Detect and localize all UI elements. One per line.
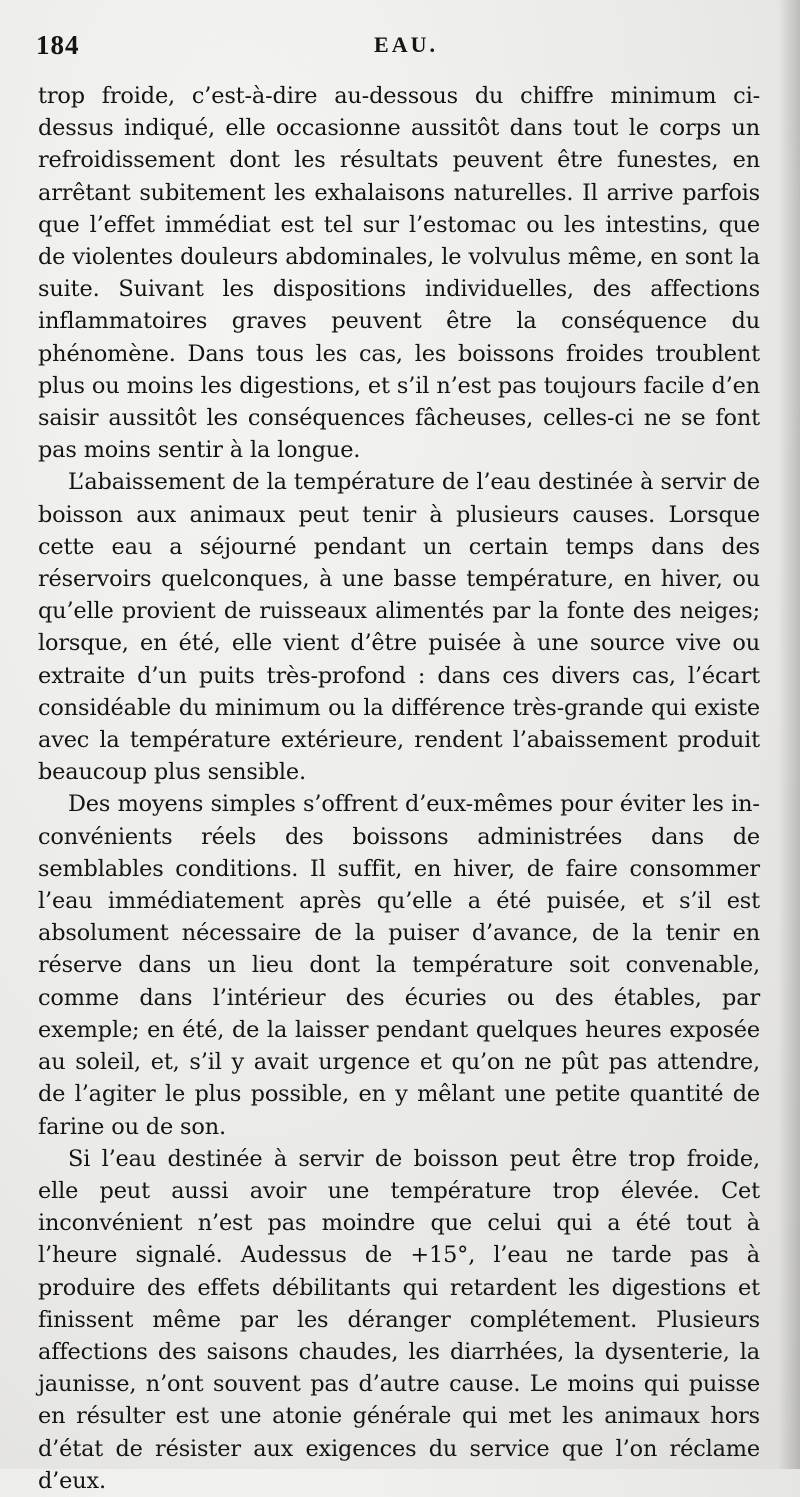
page-header <box>36 30 776 64</box>
page-edge-shadow <box>778 0 800 1469</box>
page-number: 184 <box>36 30 80 60</box>
paragraph-remedies: Des moyens simples s’offrent d’eux-mêmes pour éviter les inconvénients réels des boissons administrées dans de semblables conditions. Il suffit, en hiver, de faire consommer l’eau immédiatement après qu’elle a été puisée, et s’il est absolument nécessaire de la puiser d’avance, de la tenir en réserve dans un lieu dont la température soit convenable, comme dans l’intérieur des écuries ou des étables, par exemple; en été, de la laisser pendant quelques heures exposée au soleil, et, s’il y avait urgence et qu’on ne pût pas attendre, de l’agiter le plus possible, en y mêlant une petite quantité de farine ou de son. <box>38 791 760 1140</box>
body-text <box>38 80 760 1497</box>
paragraph-continuation: trop froide, c’est-à-dire au-dessous du chiffre minimum ci-dessus indiqué, elle occasionne aussitôt dans tout le corps un refroidissement dont les résultats peuvent être funestes, en arrêtant subitement les exhalaisons naturelles. Il arrive parfois que l’effet immédiat est tel sur l’estomac ou les intestins, que de violentes douleurs abdominales, le volvulus même, en sont la suite. Suivant les dispositions individuelles, des affections inflammatoires graves peuvent être la conséquence du phénomène. Dans tous les cas, les boissons froides troublent plus ou moins les digestions, et s’il n’est pas toujours facile d’en saisir aussitôt les conséquences fâcheuses, celles-ci ne se font pas moins sentir à la longue. <box>38 83 760 464</box>
paragraph-warm-water: Si l’eau destinée à servir de boisson peut être trop froide, elle peut aussi avoir une température trop élevée. Cet inconvénient n’est pas moindre que celui qui a été tout à l’heure signalé. Audessus de +15°, l’eau ne tarde pas à produire des effets débilitants qui retardent les digestions et finissent même par les déranger complétement. Plusieurs affections des saisons chaudes, les diarrhées, la dysenterie, la jaunisse, n’ont souvent pas d’autre cause. Le moins qui puisse en résulter est une atonie générale qui met les animaux hors d’état de résister aux exigences du service que l’on réclame d’eux. <box>38 1145 760 1494</box>
paragraph-temperature-causes: L’abaissement de la température de l’eau destinée à servir de boisson aux animaux peut tenir à plusieurs causes. Lorsque cette eau a séjourné pendant un certain temps dans des réservoirs quelconques, à une basse température, en hiver, ou qu’elle provient de ruisseaux alimentés par la fonte des neiges; lorsque, en été, elle vient d’être puisée à une source vive ou extraite d’un puits très-profond : dans ces divers cas, l’écart considéable du minimum ou la différence très-grande qui existe avec la température extérieure, rendent l’abaissement produit beaucoup plus sensible. <box>38 469 760 786</box>
running-head: EAU. <box>374 32 438 57</box>
